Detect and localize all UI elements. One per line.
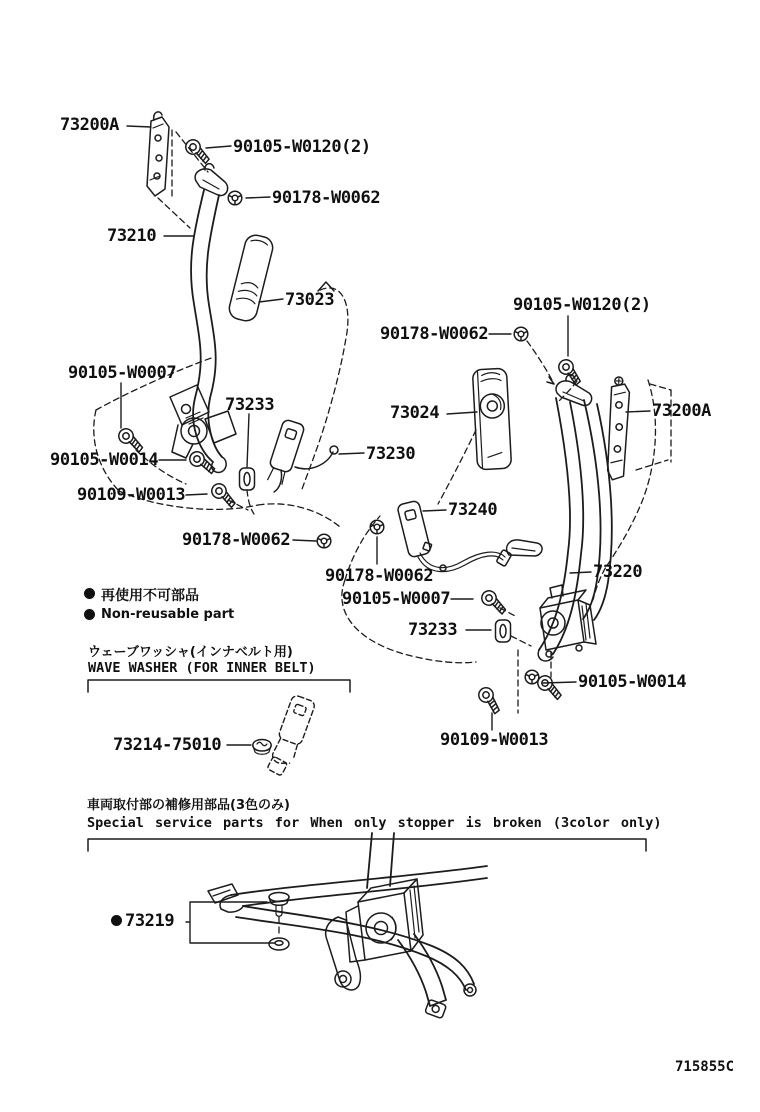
part-label-90105-W0014-left: 90105-W0014 (50, 450, 159, 470)
section-bracket (88, 839, 646, 851)
part-label-73240: 73240 (448, 500, 498, 520)
grommet-icon (496, 620, 511, 642)
part-label-90105-W0007-right: 90105-W0007 (342, 589, 451, 609)
part-label-90105-W0014-right: 90105-W0014 (578, 672, 687, 692)
screw-icon (475, 685, 505, 714)
part-label-90109-W0013-right: 90109-W0013 (440, 730, 549, 750)
wave-washer-icon (253, 740, 271, 755)
part-label-73214-75010: 73214-75010 (113, 735, 222, 755)
washer-icon (525, 670, 539, 684)
right-belt-assembly-drawing (342, 341, 671, 713)
non-reusable-bullet-icon (111, 915, 122, 926)
screw-icon (116, 426, 147, 452)
part-label-90178-W0062-mid2: 90178-W0062 (325, 566, 434, 586)
wave-washer-title-jp: ウェーブワッシャ(インナベルト用) (88, 645, 293, 660)
part-label-90105-W0120-left: 90105-W0120(2) (233, 137, 371, 157)
part-label-73023: 73023 (285, 290, 335, 310)
part-label-73200A-right: 73200A (652, 401, 712, 421)
special-service-title-jp: 車両取付部の補修用部品(3色のみ) (87, 798, 290, 813)
non-reusable-bullet-icon (84, 609, 95, 620)
part-label-90105-W0120-right: 90105-W0120(2) (513, 295, 651, 315)
nut-icon (370, 520, 384, 534)
part-label-90178-W0062-left: 90178-W0062 (272, 188, 381, 208)
non-reusable-bullet-icon (84, 588, 95, 599)
screw-icon (479, 588, 510, 614)
part-label-90178-W0062-mid: 90178-W0062 (182, 530, 291, 550)
screw-icon (209, 481, 240, 508)
legend-non-reusable-jp: 再使用不可部品 (101, 588, 199, 604)
section-bracket (88, 680, 350, 692)
part-label-73210: 73210 (107, 226, 157, 246)
grommet-icon (240, 468, 255, 490)
nut-icon (317, 534, 331, 548)
part-label-90178-W0062-right-top: 90178-W0062 (380, 324, 489, 344)
part-label-90105-W0007-left: 90105-W0007 (68, 363, 177, 383)
part-label-73219: 73219 (111, 911, 174, 931)
part-label-73024: 73024 (390, 403, 440, 423)
part-label-73233-right: 73233 (408, 620, 458, 640)
legend-non-reusable-en: Non-reusable part (101, 607, 235, 622)
nut-icon (228, 191, 242, 205)
figure-code: 715855C (675, 1059, 735, 1075)
special-service-title-en: Special service parts for When only stopper is broken (3color only) (87, 815, 662, 831)
part-label-73200A-left: 73200A (60, 115, 120, 135)
inner-belt-buckle-drawing (266, 694, 316, 778)
nut-icon (514, 327, 528, 341)
part-label-73230: 73230 (366, 444, 416, 464)
part-label-73220: 73220 (593, 562, 643, 582)
part-label-90109-W0013-left: 90109-W0013 (77, 485, 186, 505)
part-label-73233-left: 73233 (225, 395, 275, 415)
wave-washer-title-en: WAVE WASHER (FOR INNER BELT) (88, 660, 316, 676)
wave-washer-section-drawing (88, 680, 350, 779)
